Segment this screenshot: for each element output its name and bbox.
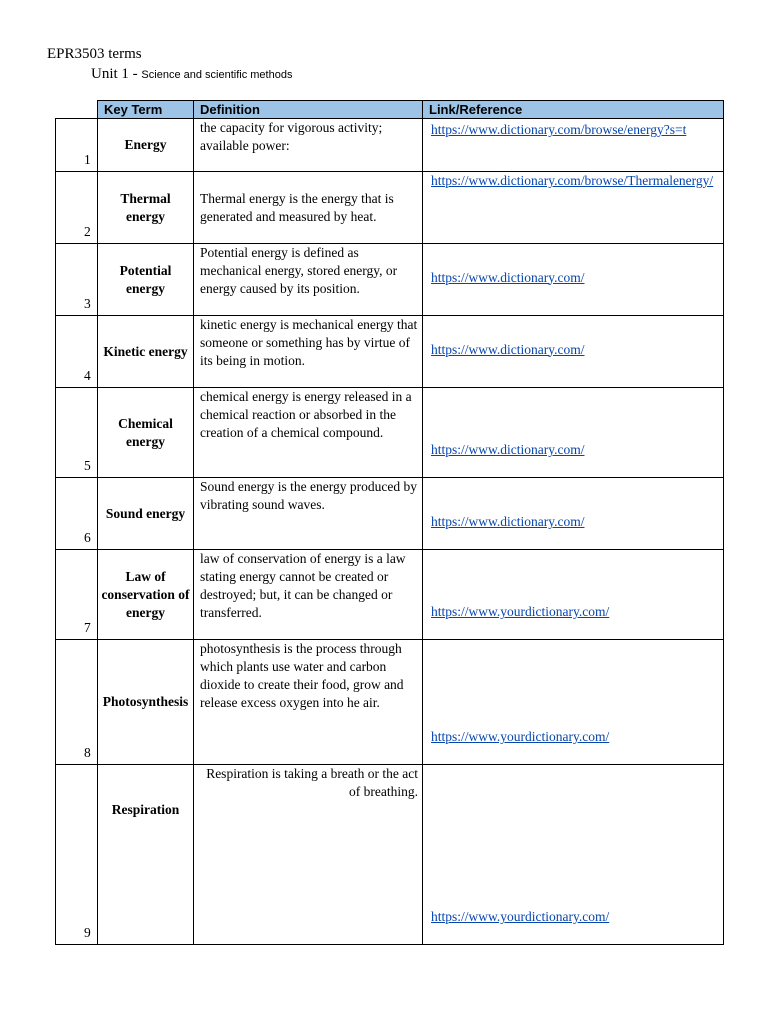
- header-link-reference: Link/Reference: [423, 101, 724, 119]
- key-term: Kinetic energy: [98, 316, 194, 388]
- header-blank: [56, 101, 98, 119]
- row-number-cell: [56, 765, 98, 945]
- definition: Thermal energy is the energy that is generated and measured by heat.: [194, 172, 423, 244]
- reference-cell: [423, 765, 724, 945]
- table-row: [56, 244, 724, 316]
- row-number: 9: [84, 925, 91, 940]
- definition: kinetic energy is mechanical energy that someone or something has by virtue of its being in motion.: [194, 316, 423, 388]
- row-number-cell: [56, 172, 98, 244]
- document-title: EPR3503 terms: [47, 46, 142, 62]
- reference-link[interactable]: https://www.yourdictionary.com/: [431, 729, 610, 744]
- definition: Respiration is taking a breath or the act of breathing.: [194, 765, 423, 945]
- reference-cell: [423, 316, 724, 388]
- reference-link[interactable]: https://www.dictionary.com/: [431, 514, 585, 529]
- row-number-cell: [56, 388, 98, 478]
- table-row: [56, 119, 724, 172]
- reference-cell: [423, 244, 724, 316]
- table-header-row: [56, 101, 724, 119]
- row-number: 3: [84, 296, 91, 311]
- unit-label: Unit 1 -: [91, 66, 142, 82]
- row-number-cell: [56, 478, 98, 550]
- table-row: [56, 550, 724, 640]
- definition: the capacity for vigorous activity; available power:: [194, 119, 423, 172]
- row-number-cell: [56, 640, 98, 765]
- reference-link[interactable]: https://www.dictionary.com/: [431, 269, 585, 285]
- unit-heading: [91, 66, 292, 83]
- row-number-cell: [56, 316, 98, 388]
- key-term: Energy: [98, 119, 194, 172]
- terms-table: [55, 100, 724, 945]
- reference-cell: [423, 478, 724, 550]
- row-number: 5: [84, 458, 91, 473]
- reference-link[interactable]: https://www.yourdictionary.com/: [431, 604, 610, 619]
- row-number: 4: [84, 368, 91, 383]
- reference-link[interactable]: https://www.dictionary.com/browse/energy?s=t: [431, 122, 687, 137]
- reference-cell: [423, 640, 724, 765]
- definition: law of conservation of energy is a law stating energy cannot be created or destroyed; but, it can be changed or transferred.: [194, 550, 423, 640]
- table-row: [56, 765, 724, 945]
- reference-cell: [423, 119, 724, 172]
- row-number: 6: [84, 530, 91, 545]
- table-row: [56, 172, 724, 244]
- definition: Potential energy is defined as mechanical energy, stored energy, or energy caused by its position.: [194, 244, 423, 316]
- key-term: Law of conservation of energy: [98, 550, 194, 640]
- reference-link[interactable]: https://www.dictionary.com/: [431, 442, 585, 457]
- definition: chemical energy is energy released in a chemical reaction or absorbed in the creation of a chemical compound.: [194, 388, 423, 478]
- key-term: Photosynthesis: [98, 640, 194, 765]
- row-number: 1: [84, 152, 91, 167]
- row-number: 8: [84, 745, 91, 760]
- reference-link[interactable]: https://www.dictionary.com/browse/Thermalenergy/: [431, 173, 714, 188]
- row-number-cell: [56, 550, 98, 640]
- unit-topic: Science and scientific methods: [141, 69, 293, 81]
- reference-cell: [423, 550, 724, 640]
- table-row: [56, 640, 724, 765]
- table-row: [56, 316, 724, 388]
- table-row: [56, 478, 724, 550]
- key-term: Thermal energy: [98, 172, 194, 244]
- row-number: 2: [84, 224, 91, 239]
- header-definition: Definition: [194, 101, 423, 119]
- header-key-term: Key Term: [98, 101, 194, 119]
- reference-cell: [423, 388, 724, 478]
- definition: Sound energy is the energy produced by vibrating sound waves.: [194, 478, 423, 550]
- key-term: Chemical energy: [98, 388, 194, 478]
- key-term: Potential energy: [98, 244, 194, 316]
- reference-cell: [423, 172, 724, 244]
- key-term: Sound energy: [98, 478, 194, 550]
- definition: photosynthesis is the process through which plants use water and carbon dioxide to create their food, grow and release excess oxygen into he air.: [194, 640, 423, 765]
- reference-link[interactable]: https://www.yourdictionary.com/: [431, 909, 610, 924]
- reference-link[interactable]: https://www.dictionary.com/: [431, 341, 585, 357]
- row-number: 7: [84, 620, 91, 635]
- key-term: Respiration: [98, 765, 194, 945]
- row-number-cell: [56, 119, 98, 172]
- row-number-cell: [56, 244, 98, 316]
- table-row: [56, 388, 724, 478]
